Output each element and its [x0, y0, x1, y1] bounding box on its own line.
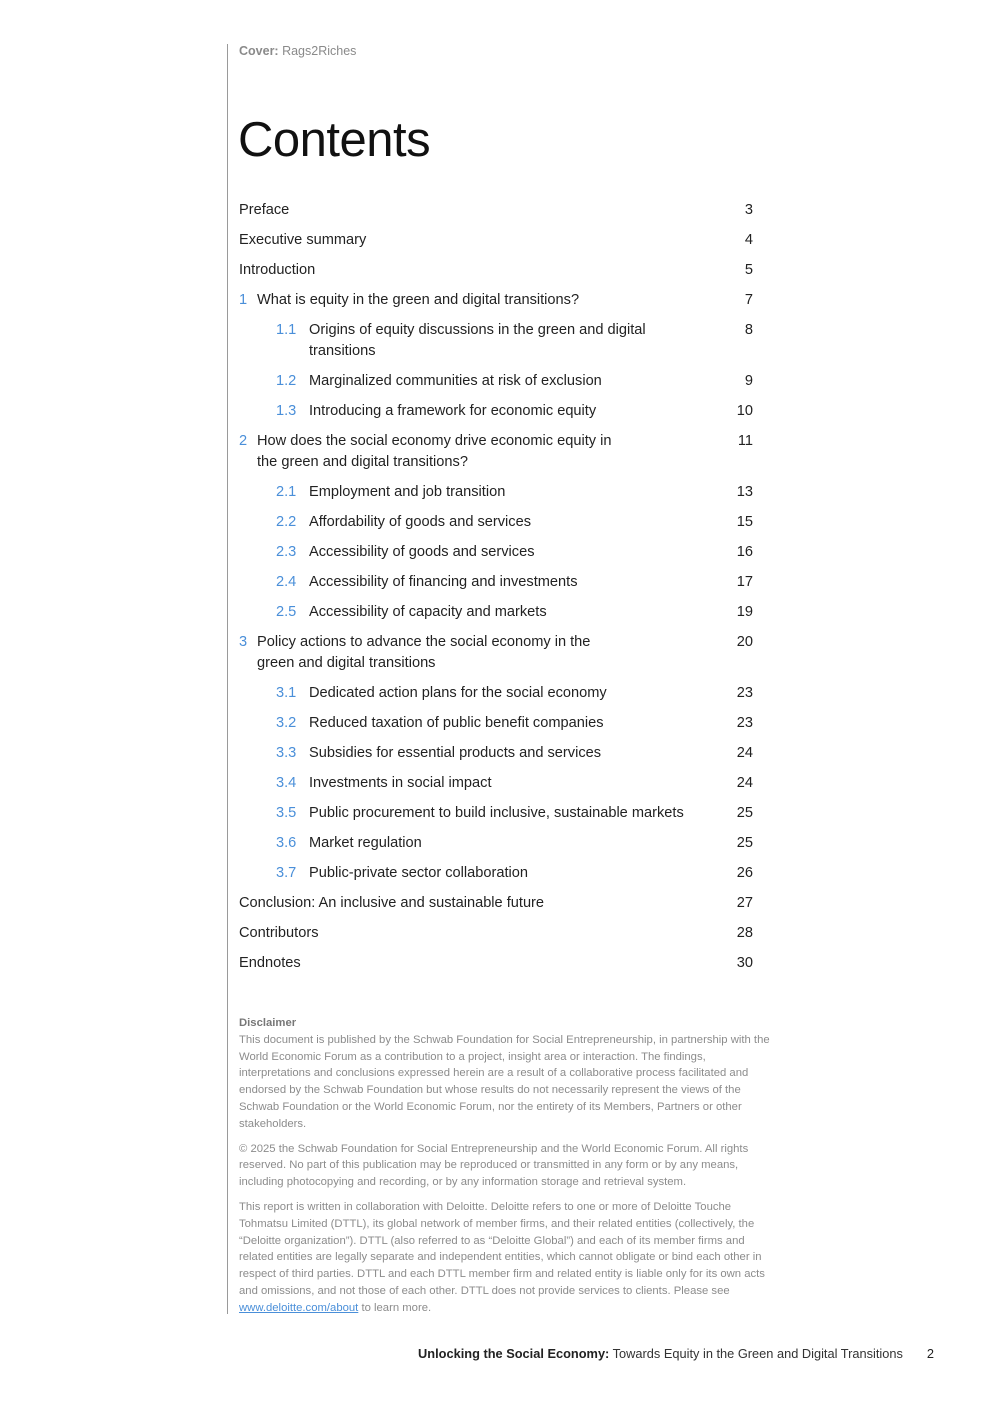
- toc-entry-number: 2.2: [276, 514, 297, 530]
- cover-label: Cover:: [239, 44, 279, 58]
- toc-entry-page: 7: [744, 292, 753, 308]
- toc-entry-label: Policy actions to advance the social economy in the green and digital transitions: [257, 634, 591, 671]
- toc-entry-page: 23: [736, 715, 753, 731]
- toc-entry-label: Public-private sector collaboration: [309, 865, 529, 881]
- toc-entry-number: 3.3: [276, 745, 297, 761]
- footer-title-bold: Unlocking the Social Economy:: [418, 1346, 610, 1361]
- toc-entry[interactable]: [239, 542, 759, 563]
- toc-entry-page: 4: [744, 232, 753, 248]
- toc-entry[interactable]: [239, 482, 759, 503]
- toc-entry-page: 20: [736, 634, 753, 650]
- toc-entry-page: 27: [736, 895, 753, 911]
- toc-entry-label: What is equity in the green and digital transitions?: [257, 292, 580, 308]
- toc-entry-number: 1: [239, 292, 248, 308]
- toc-entry-label: Accessibility of financing and investments: [309, 574, 578, 590]
- footer-title-rest: Towards Equity in the Green and Digital Transitions: [609, 1346, 903, 1361]
- page-title: Contents: [238, 113, 431, 167]
- toc-entry-page: 3: [744, 202, 753, 218]
- toc-entry[interactable]: [239, 803, 759, 824]
- toc-entry-label: Market regulation: [309, 835, 422, 851]
- toc-entry[interactable]: [239, 572, 759, 593]
- disclaimer-paragraph: This document is published by the Schwab Foundation for Social Entrepreneurship, in partnership with the World Economic Forum as a contribution to a project, insight area or interaction. The findings, interpretations and conclusions expressed herein are a result of a collaborative process facilitated and endorsed by the Schwab Foundation but whose results do not necessarily represent the views of the Schwab Foundation or the World Economic Forum, nor the entirety of its Members, Partners or other stakeholders.: [239, 1033, 770, 1130]
- toc-entry-label: Public procurement to build inclusive, sustainable markets: [309, 805, 684, 821]
- toc-entry[interactable]: [239, 401, 759, 422]
- toc-entry-label: Marginalized communities at risk of exclusion: [309, 373, 602, 389]
- toc-entry-number: 3.2: [276, 715, 297, 731]
- toc-entry[interactable]: [239, 833, 759, 854]
- deloitte-link[interactable]: www.deloitte.com/about: [239, 1301, 359, 1314]
- page-number: 2: [926, 1346, 934, 1361]
- toc-entry-page: 11: [737, 433, 753, 449]
- toc-entry[interactable]: [239, 512, 759, 533]
- table-of-contents: [239, 200, 759, 983]
- toc-entry-number: 2.1: [276, 484, 297, 500]
- toc-entry[interactable]: [239, 953, 759, 974]
- toc-entry-label: How does the social economy drive economic equity in the green and digital transitions?: [257, 433, 612, 470]
- disclaimer: [239, 1015, 779, 1325]
- toc-entry-label: Dedicated action plans for the social economy: [309, 685, 607, 701]
- cover-value: Rags2Riches: [282, 44, 357, 58]
- toc-entry-page: 9: [744, 373, 753, 389]
- toc-entry-page: 5: [744, 262, 753, 278]
- toc-entry-label: Subsidies for essential products and services: [309, 745, 602, 761]
- toc-entry-number: 3.6: [276, 835, 297, 851]
- toc-entry-label: Contributors: [239, 925, 319, 941]
- toc-entry-label: Introducing a framework for economic equity: [309, 403, 597, 419]
- toc-entry[interactable]: [239, 431, 759, 473]
- toc-entry[interactable]: [239, 923, 759, 944]
- toc-entry-number: 3.7: [276, 865, 297, 881]
- footer-title: [418, 1346, 903, 1361]
- toc-entry-page: 26: [736, 865, 753, 881]
- toc-entry-page: 28: [736, 925, 753, 941]
- deloitte-text-end: to learn more.: [358, 1301, 432, 1314]
- toc-entry-number: 1.2: [276, 373, 297, 389]
- toc-entry[interactable]: [239, 230, 759, 251]
- toc-entry-page: 13: [736, 484, 753, 500]
- toc-entry-number: 1.1: [276, 322, 297, 338]
- toc-entry-label: Accessibility of goods and services: [309, 544, 535, 560]
- toc-entry-label: Employment and job transition: [309, 484, 506, 500]
- toc-entry-number: 2.5: [276, 604, 297, 620]
- toc-entry-number: 1.3: [276, 403, 297, 419]
- toc-entry[interactable]: [239, 713, 759, 734]
- toc-entry-number: 2.3: [276, 544, 297, 560]
- toc-entry-page: 15: [736, 514, 753, 530]
- toc-entry-label: Preface: [239, 202, 290, 218]
- toc-entry-label: Introduction: [239, 262, 316, 278]
- toc-entry[interactable]: [239, 743, 759, 764]
- toc-entry-page: 23: [736, 685, 753, 701]
- copyright-paragraph: © 2025 the Schwab Foundation for Social Entrepreneurship and the World Economic Forum. All rights reserved. No part of this publication may be reproduced or transmitted in any form or by any means, including photocopying and recording, or by any information storage and retrieval system.: [239, 1142, 749, 1189]
- toc-entry[interactable]: [239, 290, 759, 311]
- toc-entry-page: 17: [736, 574, 753, 590]
- toc-entry-page: 19: [736, 604, 753, 620]
- toc-entry[interactable]: [239, 863, 759, 884]
- toc-entry-page: 24: [736, 775, 753, 791]
- toc-entry-label: Reduced taxation of public benefit companies: [309, 715, 604, 731]
- toc-entry-number: 3.1: [276, 685, 297, 701]
- disclaimer-heading: Disclaimer: [239, 1017, 297, 1029]
- toc-entry-page: 8: [744, 322, 753, 338]
- cover-credit: [239, 44, 356, 58]
- left-margin-rule: [227, 44, 228, 1314]
- toc-entry[interactable]: [239, 260, 759, 281]
- toc-entry[interactable]: [239, 200, 759, 221]
- toc-entry-number: 3: [239, 634, 248, 650]
- toc-entry[interactable]: [239, 773, 759, 794]
- toc-entry-label: Investments in social impact: [309, 775, 492, 791]
- toc-entry-number: 2.4: [276, 574, 297, 590]
- toc-entry[interactable]: [239, 683, 759, 704]
- toc-entry-page: 25: [736, 835, 753, 851]
- toc-entry-number: 3.5: [276, 805, 297, 821]
- toc-entry[interactable]: [239, 371, 759, 392]
- toc-entry-label: Executive summary: [239, 232, 367, 248]
- toc-entry-label: Affordability of goods and services: [309, 514, 532, 530]
- toc-entry-page: 16: [736, 544, 753, 560]
- toc-entry-number: 2: [239, 433, 248, 449]
- toc-entry-page: 24: [736, 745, 753, 761]
- toc-entry-label: Conclusion: An inclusive and sustainable future: [239, 895, 545, 911]
- toc-entry-page: 30: [736, 955, 753, 971]
- page-footer: [418, 1346, 934, 1361]
- deloitte-text: This report is written in collaboration with Deloitte. Deloitte refers to one or more of Deloitte Touche Tohmatsu Limited (DTTL), its global network of member firms, and their related entities (collectively, the “Deloitte organization”). DTTL (also referred to as “Deloitte Global”) and each of its member firms and related entities are legally separate and independent entities, which cannot obligate or bind each other in respect of third parties. DTTL and each DTTL member firm and related entity is liable only for its own acts and omissions, and not those of each other. DTTL does not provide services to clients. Please see: [239, 1200, 765, 1297]
- toc-entry[interactable]: [239, 893, 759, 914]
- toc-entry-label: Origins of equity discussions in the green and digital transitions: [309, 322, 646, 359]
- toc-entry-page: 25: [736, 805, 753, 821]
- toc-entry-label: Endnotes: [239, 955, 301, 971]
- toc-entry-label: Accessibility of capacity and markets: [309, 604, 547, 620]
- deloitte-paragraph: [239, 1199, 779, 1317]
- toc-entry[interactable]: [239, 632, 759, 674]
- toc-entry[interactable]: [239, 320, 759, 362]
- toc-entry-number: 3.4: [276, 775, 297, 791]
- toc-entry[interactable]: [239, 602, 759, 623]
- toc-entry-page: 10: [736, 403, 753, 419]
